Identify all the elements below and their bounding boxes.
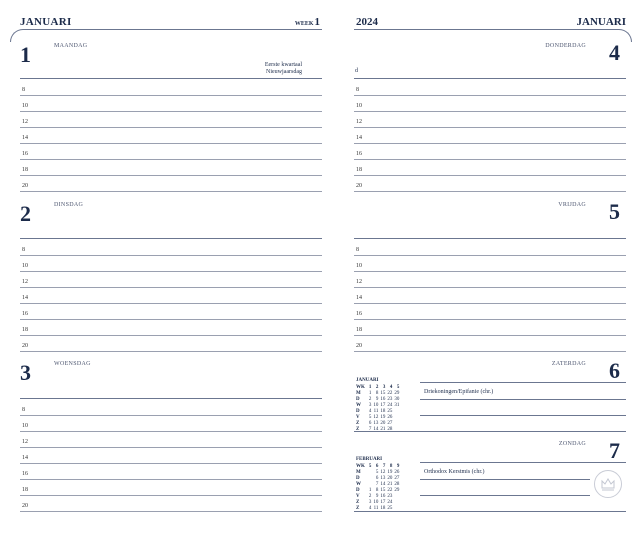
- hour-row[interactable]: [20, 463, 322, 480]
- hour-row[interactable]: [20, 335, 322, 352]
- day-note: [265, 62, 302, 76]
- hour-row[interactable]: [354, 159, 626, 176]
- day-number: 7: [609, 438, 620, 463]
- hour-label: 8: [22, 247, 25, 253]
- day-number: 6: [609, 358, 620, 383]
- day-number: 1: [20, 42, 31, 67]
- hour-label: 18: [22, 167, 28, 173]
- hour-label: 18: [22, 487, 28, 493]
- day-name: MAANDAG: [54, 43, 88, 49]
- hour-label: 16: [356, 311, 362, 317]
- month-title: JANUARI: [576, 16, 626, 28]
- left-header: [18, 14, 322, 36]
- hour-label: 18: [356, 167, 362, 173]
- hour-label: 20: [356, 183, 362, 189]
- hour-row[interactable]: [20, 479, 322, 496]
- month-title: JANUARI: [20, 16, 72, 28]
- hour-label: 14: [356, 295, 362, 301]
- day-name: WOENSDAG: [54, 361, 91, 367]
- crown-crest-icon: [594, 470, 622, 498]
- hour-row[interactable]: [20, 271, 322, 288]
- hour-label: 20: [22, 343, 28, 349]
- note-line: Eerste kwartaal: [264, 62, 302, 68]
- day-name: ZATERDAG: [551, 361, 586, 367]
- hour-row[interactable]: [20, 447, 322, 464]
- note-line: Nieuwjaarsdag: [266, 69, 302, 75]
- header-rule: [354, 29, 618, 30]
- hour-label: 10: [22, 263, 28, 269]
- hour-row[interactable]: [354, 143, 626, 160]
- hour-row[interactable]: [20, 399, 322, 416]
- day-rule: [420, 382, 626, 383]
- hour-row[interactable]: [20, 495, 322, 512]
- hour-label: 16: [22, 471, 28, 477]
- mini-calendar-january: [356, 378, 401, 433]
- day-marker: d: [355, 68, 358, 74]
- hour-row[interactable]: [354, 287, 626, 304]
- day-note: Orthodox Kerstmis (chr.): [424, 469, 485, 475]
- hour-row[interactable]: [20, 415, 322, 432]
- hour-row[interactable]: [354, 127, 626, 144]
- line-rule: [420, 415, 626, 416]
- hour-row[interactable]: [354, 319, 626, 336]
- line-rule: [420, 479, 590, 480]
- right-page: [354, 0, 626, 537]
- day-name: VRIJDAG: [558, 202, 586, 208]
- hour-label: 20: [22, 503, 28, 509]
- day-name: ZONDAG: [558, 441, 586, 447]
- hour-row[interactable]: [354, 95, 626, 112]
- hour-label: 18: [356, 327, 362, 333]
- mini-calendar-grid: WK 5 6 7 8 9 M 5 12 19 26 D 6 13 20 27 W 7 14 21 28 D 1 8 15 22 29 V 2 9 16 23 Z 3 10 17 24 Z 4 11 18 25: [356, 464, 400, 511]
- hour-label: 18: [22, 327, 28, 333]
- header-rule: [26, 29, 322, 30]
- hour-label: 12: [22, 439, 28, 445]
- hour-row[interactable]: [354, 335, 626, 352]
- hour-label: 8: [22, 407, 25, 413]
- day-rule: [420, 462, 626, 463]
- line-rule: [420, 495, 590, 496]
- hour-label: 16: [356, 151, 362, 157]
- week-number: 1: [314, 16, 320, 28]
- line-rule: [420, 399, 626, 400]
- hour-row[interactable]: [20, 287, 322, 304]
- hour-row[interactable]: [20, 175, 322, 192]
- hour-row[interactable]: [20, 127, 322, 144]
- hour-label: 12: [356, 119, 362, 125]
- hour-row[interactable]: [354, 111, 626, 128]
- hour-label: 14: [22, 455, 28, 461]
- hour-label: 12: [22, 119, 28, 125]
- hour-row[interactable]: [20, 159, 322, 176]
- day-number: 2: [20, 201, 31, 226]
- hour-row[interactable]: [20, 431, 322, 448]
- hour-label: 8: [356, 247, 359, 253]
- day-number: 4: [609, 40, 620, 65]
- hour-label: 12: [356, 279, 362, 285]
- hour-label: 20: [356, 343, 362, 349]
- hour-label: 8: [356, 87, 359, 93]
- hour-row[interactable]: [20, 239, 322, 256]
- hour-label: 10: [356, 103, 362, 109]
- hour-row[interactable]: [354, 303, 626, 320]
- week-indicator: [295, 16, 320, 28]
- hour-label: 20: [22, 183, 28, 189]
- hour-row[interactable]: [354, 255, 626, 272]
- hour-label: 14: [22, 295, 28, 301]
- mini-calendar-title: FEBRUARI: [356, 457, 383, 462]
- left-page: [18, 0, 322, 537]
- hour-row[interactable]: [354, 239, 626, 256]
- hour-row[interactable]: [20, 95, 322, 112]
- hour-row[interactable]: [20, 143, 322, 160]
- hour-label: 14: [22, 135, 28, 141]
- hour-label: 10: [22, 423, 28, 429]
- day-number: 5: [609, 199, 620, 224]
- day-name: DONDERDAG: [545, 43, 586, 49]
- hour-label: 8: [22, 87, 25, 93]
- year-title: 2024: [356, 16, 378, 28]
- hour-row[interactable]: [20, 303, 322, 320]
- hour-label: 16: [22, 311, 28, 317]
- hour-row[interactable]: [20, 111, 322, 128]
- hour-row[interactable]: [20, 79, 322, 96]
- day-number: 3: [20, 360, 31, 385]
- hour-row[interactable]: [354, 79, 626, 96]
- mini-calendar-title: JANUARI: [356, 378, 379, 383]
- crown-icon: [595, 471, 621, 497]
- hour-label: 10: [356, 263, 362, 269]
- hour-row[interactable]: [354, 175, 626, 192]
- day-note: Driekoningen/Epifanie (chr.): [424, 389, 494, 395]
- week-label: WEEK: [294, 21, 314, 27]
- hour-row[interactable]: [354, 271, 626, 288]
- hour-label: 10: [22, 103, 28, 109]
- mini-calendar-grid: WK 1 2 3 4 5 M 1 8 15 22 29 D 2 9 16 23 30 W 3 10 17 24 31 D 4 11 18 25 V 5 12 19 26 Z 6 13 20 27 Z 7 14 21 28: [356, 385, 400, 432]
- hour-label: 16: [22, 151, 28, 157]
- right-header: [354, 14, 626, 36]
- hour-row[interactable]: [20, 255, 322, 272]
- day-name: DINSDAG: [54, 202, 84, 208]
- hour-label: 12: [22, 279, 28, 285]
- hour-row[interactable]: [20, 319, 322, 336]
- mini-calendar-february: [356, 457, 401, 512]
- header-curl: [10, 29, 27, 42]
- hour-label: 14: [356, 135, 362, 141]
